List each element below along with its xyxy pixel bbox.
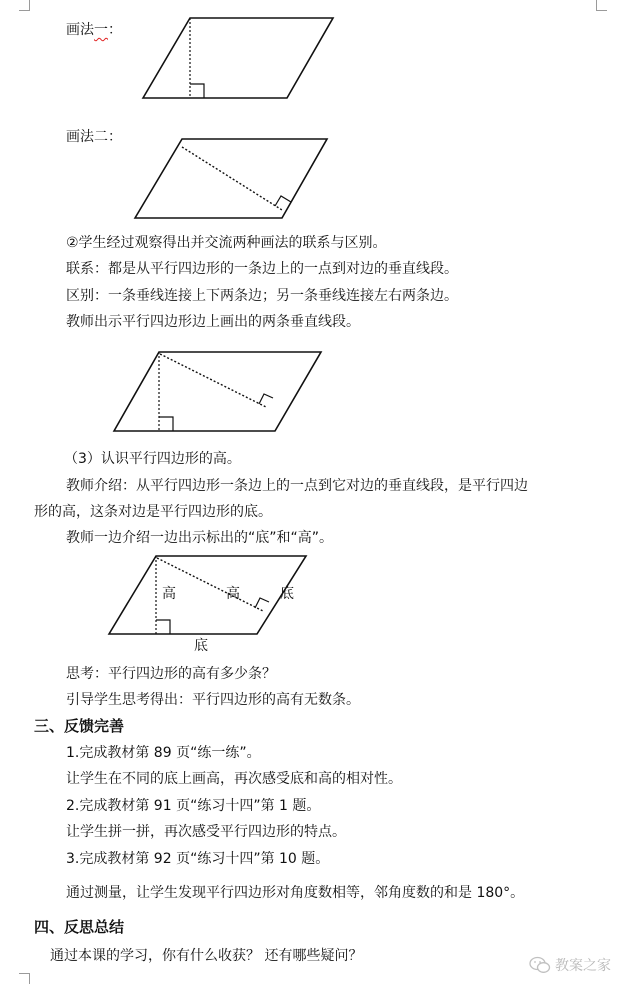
section3-item3: 3.完成教材第 92 页“练习十四”第 10 题。	[66, 851, 330, 867]
section4-title: 四、反思总结	[34, 918, 125, 936]
section3-item2: 2.完成教材第 91 页“练习十四”第 1 题。	[66, 798, 321, 814]
section4-prompt: 通过本课的学习，你有什么收获？ 还有哪些疑问？	[50, 948, 363, 964]
section3-item3-note: 通过测量，让学生发现平行四边形对角度数相等，邻角度数的和是 180°。	[66, 885, 525, 901]
step3-intro-line2: 形的高，这条对边是平行四边形的底。	[34, 504, 272, 520]
label-base-right: 底	[280, 586, 294, 602]
compare-diff: 区别：一条垂线连接上下两条边；另一条垂线连接左右两条边。	[66, 288, 458, 304]
section3-item1: 1.完成教材第 89 页“练一练”。	[66, 745, 261, 761]
section3-item2-note: 让学生拼一拼，再次感受平行四边形的特点。	[66, 824, 346, 840]
parallelogram-outline	[109, 556, 306, 634]
watermark	[529, 955, 611, 975]
step3-heading: （3）认识平行四边形的高。	[64, 451, 241, 467]
right-angle-mark-bottom	[156, 620, 170, 634]
compare-intro: ②学生经过观察得出并交流两种画法的联系与区别。	[66, 235, 387, 251]
right-angle-mark-side	[255, 598, 269, 608]
label-height-left: 高	[162, 586, 176, 602]
crop-mark-bottom-left	[19, 973, 30, 984]
step3-mark: 教师一边介绍一边出示标出的“底”和“高”。	[66, 530, 334, 546]
compare-show: 教师出示平行四边形边上画出的两条垂直线段。	[66, 314, 360, 330]
step3-intro-line1: 教师介绍：从平行四边形一条边上的一点到它对边的垂直线段，是平行四边	[66, 478, 528, 494]
watermark-text: 教案之家	[555, 958, 611, 974]
method2-label: 画法二：	[66, 129, 122, 145]
think-question: 思考：平行四边形的高有多少条？	[66, 666, 276, 682]
method1-label-prefix: 画法	[66, 22, 94, 38]
section3-title: 三、反馈完善	[34, 717, 125, 735]
method1-label-mark: 一	[94, 22, 108, 38]
wechat-icon	[529, 956, 551, 974]
label-base-bottom: 底	[194, 638, 208, 654]
compare-link: 联系：都是从平行四边形的一条边上的一点到对边的垂直线段。	[66, 261, 458, 277]
think-answer: 引导学生思考得出：平行四边形的高有无数条。	[66, 692, 360, 708]
label-height-diagonal: 高	[226, 586, 240, 602]
section3-item1-note: 让学生在不同的底上画高，再次感受底和高的相对性。	[66, 771, 402, 787]
method1-label-suffix: ：	[108, 22, 122, 38]
